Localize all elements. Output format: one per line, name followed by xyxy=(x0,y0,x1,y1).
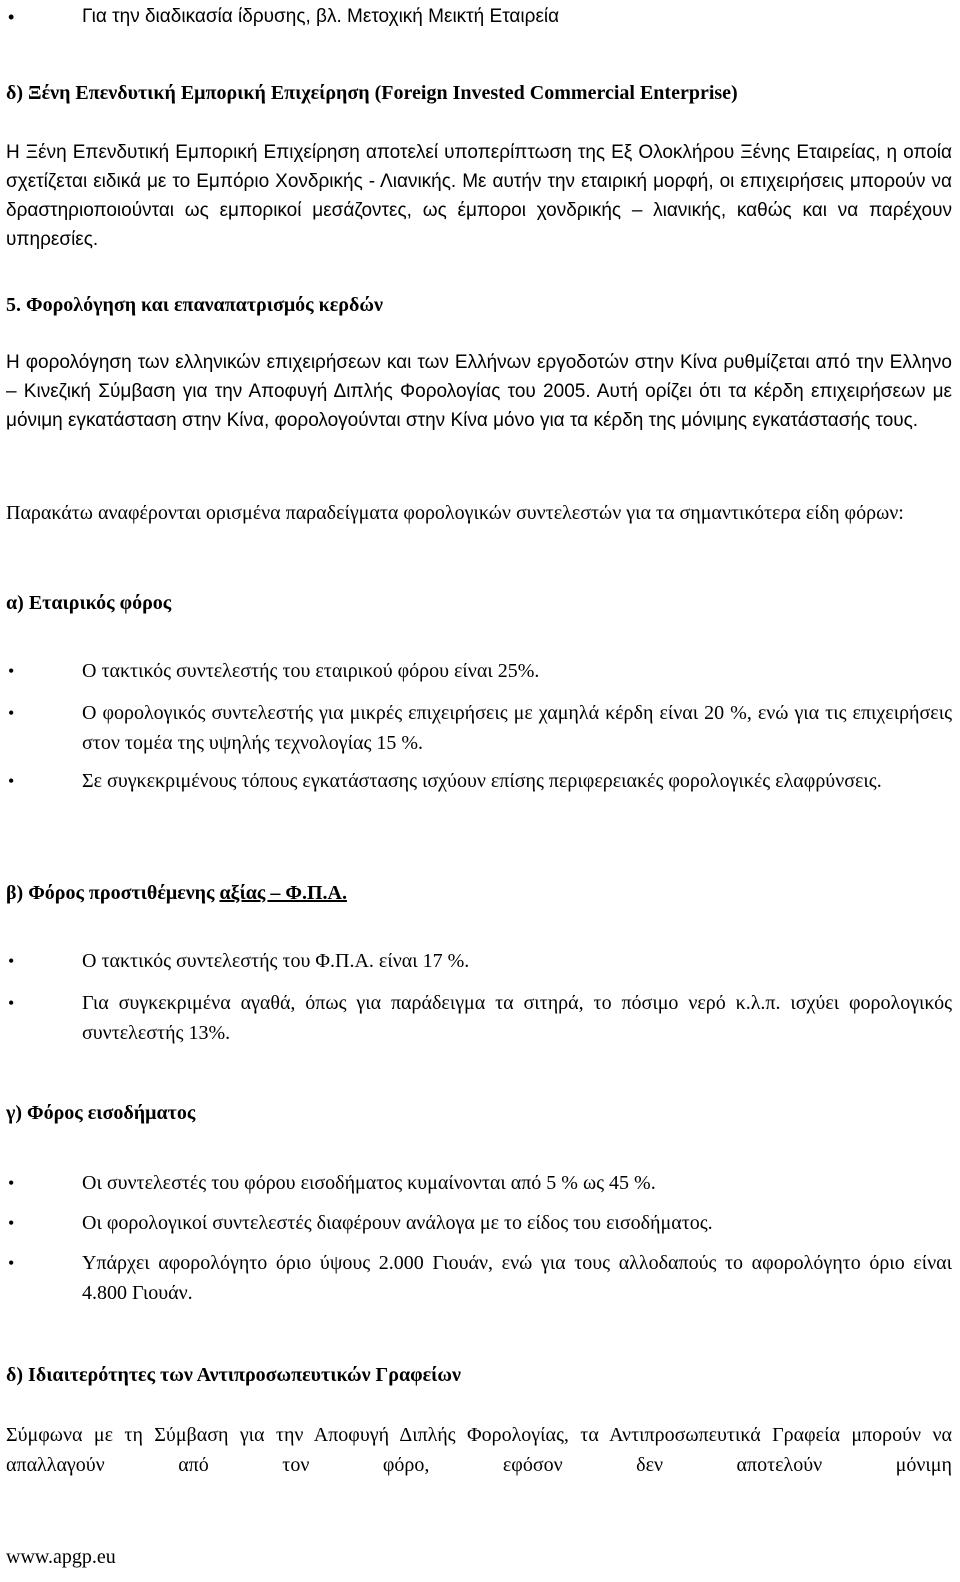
section-paragraph-foreign-invested: Η Ξένη Επενδυτική Εμπορική Επιχείρηση αποτελεί υποπερίπτωση της Εξ Ολοκλήρου Ξένης Εταιρείας, η οποία σχετίζεται ειδικά με το Εμπόριο Χονδρικής - Λιανικής. Με αυτήν την εταιρική μορφή, οι επιχειρήσεις μπορούν να δραστηριοποιούνται ως εμπορικοί μεσάζοντες, ως έμποροι χονδρικής – λιανικής, καθώς και να παρέχουν υπηρεσίες. xyxy=(6,142,952,250)
section-heading-income-tax: γ) Φόρος εισοδήματος xyxy=(6,1102,196,1124)
list-item-text: Οι φορολογικοί συντελεστές διαφέρουν ανάλογα με το είδος του εισοδήματος. xyxy=(82,1212,713,1234)
section-paragraph-taxation-1: Η φορολόγηση των ελληνικών επιχειρήσεων και των Ελλήνων εργοδοτών στην Κίνα ρυθμίζεται από την Ελληνο – Κινεζική Σύμβαση για την Αποφυγή Διπλής Φορολογίας του 2005. Αυτή ορίζει ότι τα κέρδη επιχειρήσεων με μόνιμη εγκατάσταση στην Κίνα, φορολογούνται στην Κίνα μόνο για τα κέρδη της μόνιμης εγκατάστασής τους. xyxy=(6,352,952,431)
bullet-icon: • xyxy=(8,771,15,791)
section-heading-foreign-invested: δ) Ξένη Επενδυτική Εμπορική Επιχείρηση (Foreign Invested Commercial Enterprise) xyxy=(6,82,738,104)
list-item-text: Οι συντελεστές του φόρου εισοδήματος κυμαίνονται από 5 % ως 45 %. xyxy=(82,1172,656,1194)
bullet-icon: • xyxy=(8,1253,15,1273)
list-item-text: Σε συγκεκριμένους τόπους εγκατάστασης ισχύουν επίσης περιφερειακές φορολογικές ελαφρύνσεις. xyxy=(82,770,882,792)
bullet-icon: • xyxy=(8,993,15,1013)
section-heading-corporate-tax: α) Εταιρικός φόρος xyxy=(6,592,172,614)
section-heading-representative-offices: δ) Ιδιαιτερότητες των Αντιπροσωπευτικών Γραφείων xyxy=(6,1364,461,1386)
section-heading-vat: β) Φόρος προστιθέμενης αξίας – Φ.Π.Α. xyxy=(6,882,347,904)
bullet-icon: • xyxy=(8,703,15,723)
bullet-icon: • xyxy=(8,7,15,27)
footer-url: www.apgp.eu xyxy=(6,1546,116,1568)
bullet-icon: • xyxy=(8,1213,15,1233)
bullet-icon: • xyxy=(8,951,15,971)
top-bullet-text: Για την διαδικασία ίδρυσης, βλ. Μετοχική Μεικτή Εταιρεία xyxy=(82,6,560,27)
list-item-text: Για συγκεκριμένα αγαθά, όπως για παράδειγμα τα σιτηρά, το πόσιμο νερό κ.λ.π. ισχύει φορολογικός συντελεστής 13%. xyxy=(82,992,952,1044)
bullet-icon: • xyxy=(8,661,15,681)
bullet-icon: • xyxy=(8,1173,15,1193)
section-paragraph-taxation-2: Παρακάτω αναφέρονται ορισμένα παραδείγματα φορολογικών συντελεστών για τα σημαντικότερα είδη φόρων: xyxy=(6,502,904,524)
list-item-text: Ο τακτικός συντελεστής του εταιρικού φόρου είναι 25%. xyxy=(82,660,540,682)
list-item-text: Ο τακτικός συντελεστής του Φ.Π.Α. είναι 17 %. xyxy=(82,950,470,972)
section-heading-taxation: 5. Φορολόγηση και επαναπατρισμός κερδών xyxy=(6,294,383,316)
list-item-text: Υπάρχει αφορολόγητο όριο ύψους 2.000 Γιουάν, ενώ για τους αλλοδαπούς το αφορολόγητο όριο είναι 4.800 Γιουάν. xyxy=(82,1252,952,1304)
section-paragraph-representative-offices: Σύμφωνα με τη Σύμβαση για την Αποφυγή Διπλής Φορολογίας, τα Αντιπροσωπευτικά Γραφεία μπορούν να απαλλαγούν από τον φόρο, εφόσον δεν αποτελούν μόνιμη xyxy=(6,1424,952,1476)
list-item-text: Ο φορολογικός συντελεστής για μικρές επιχειρήσεις με χαμηλά κέρδη είναι 20 %, ενώ για τις επιχειρήσεις στον τομέα της υψηλής τεχνολογίας 15 %. xyxy=(82,702,952,754)
